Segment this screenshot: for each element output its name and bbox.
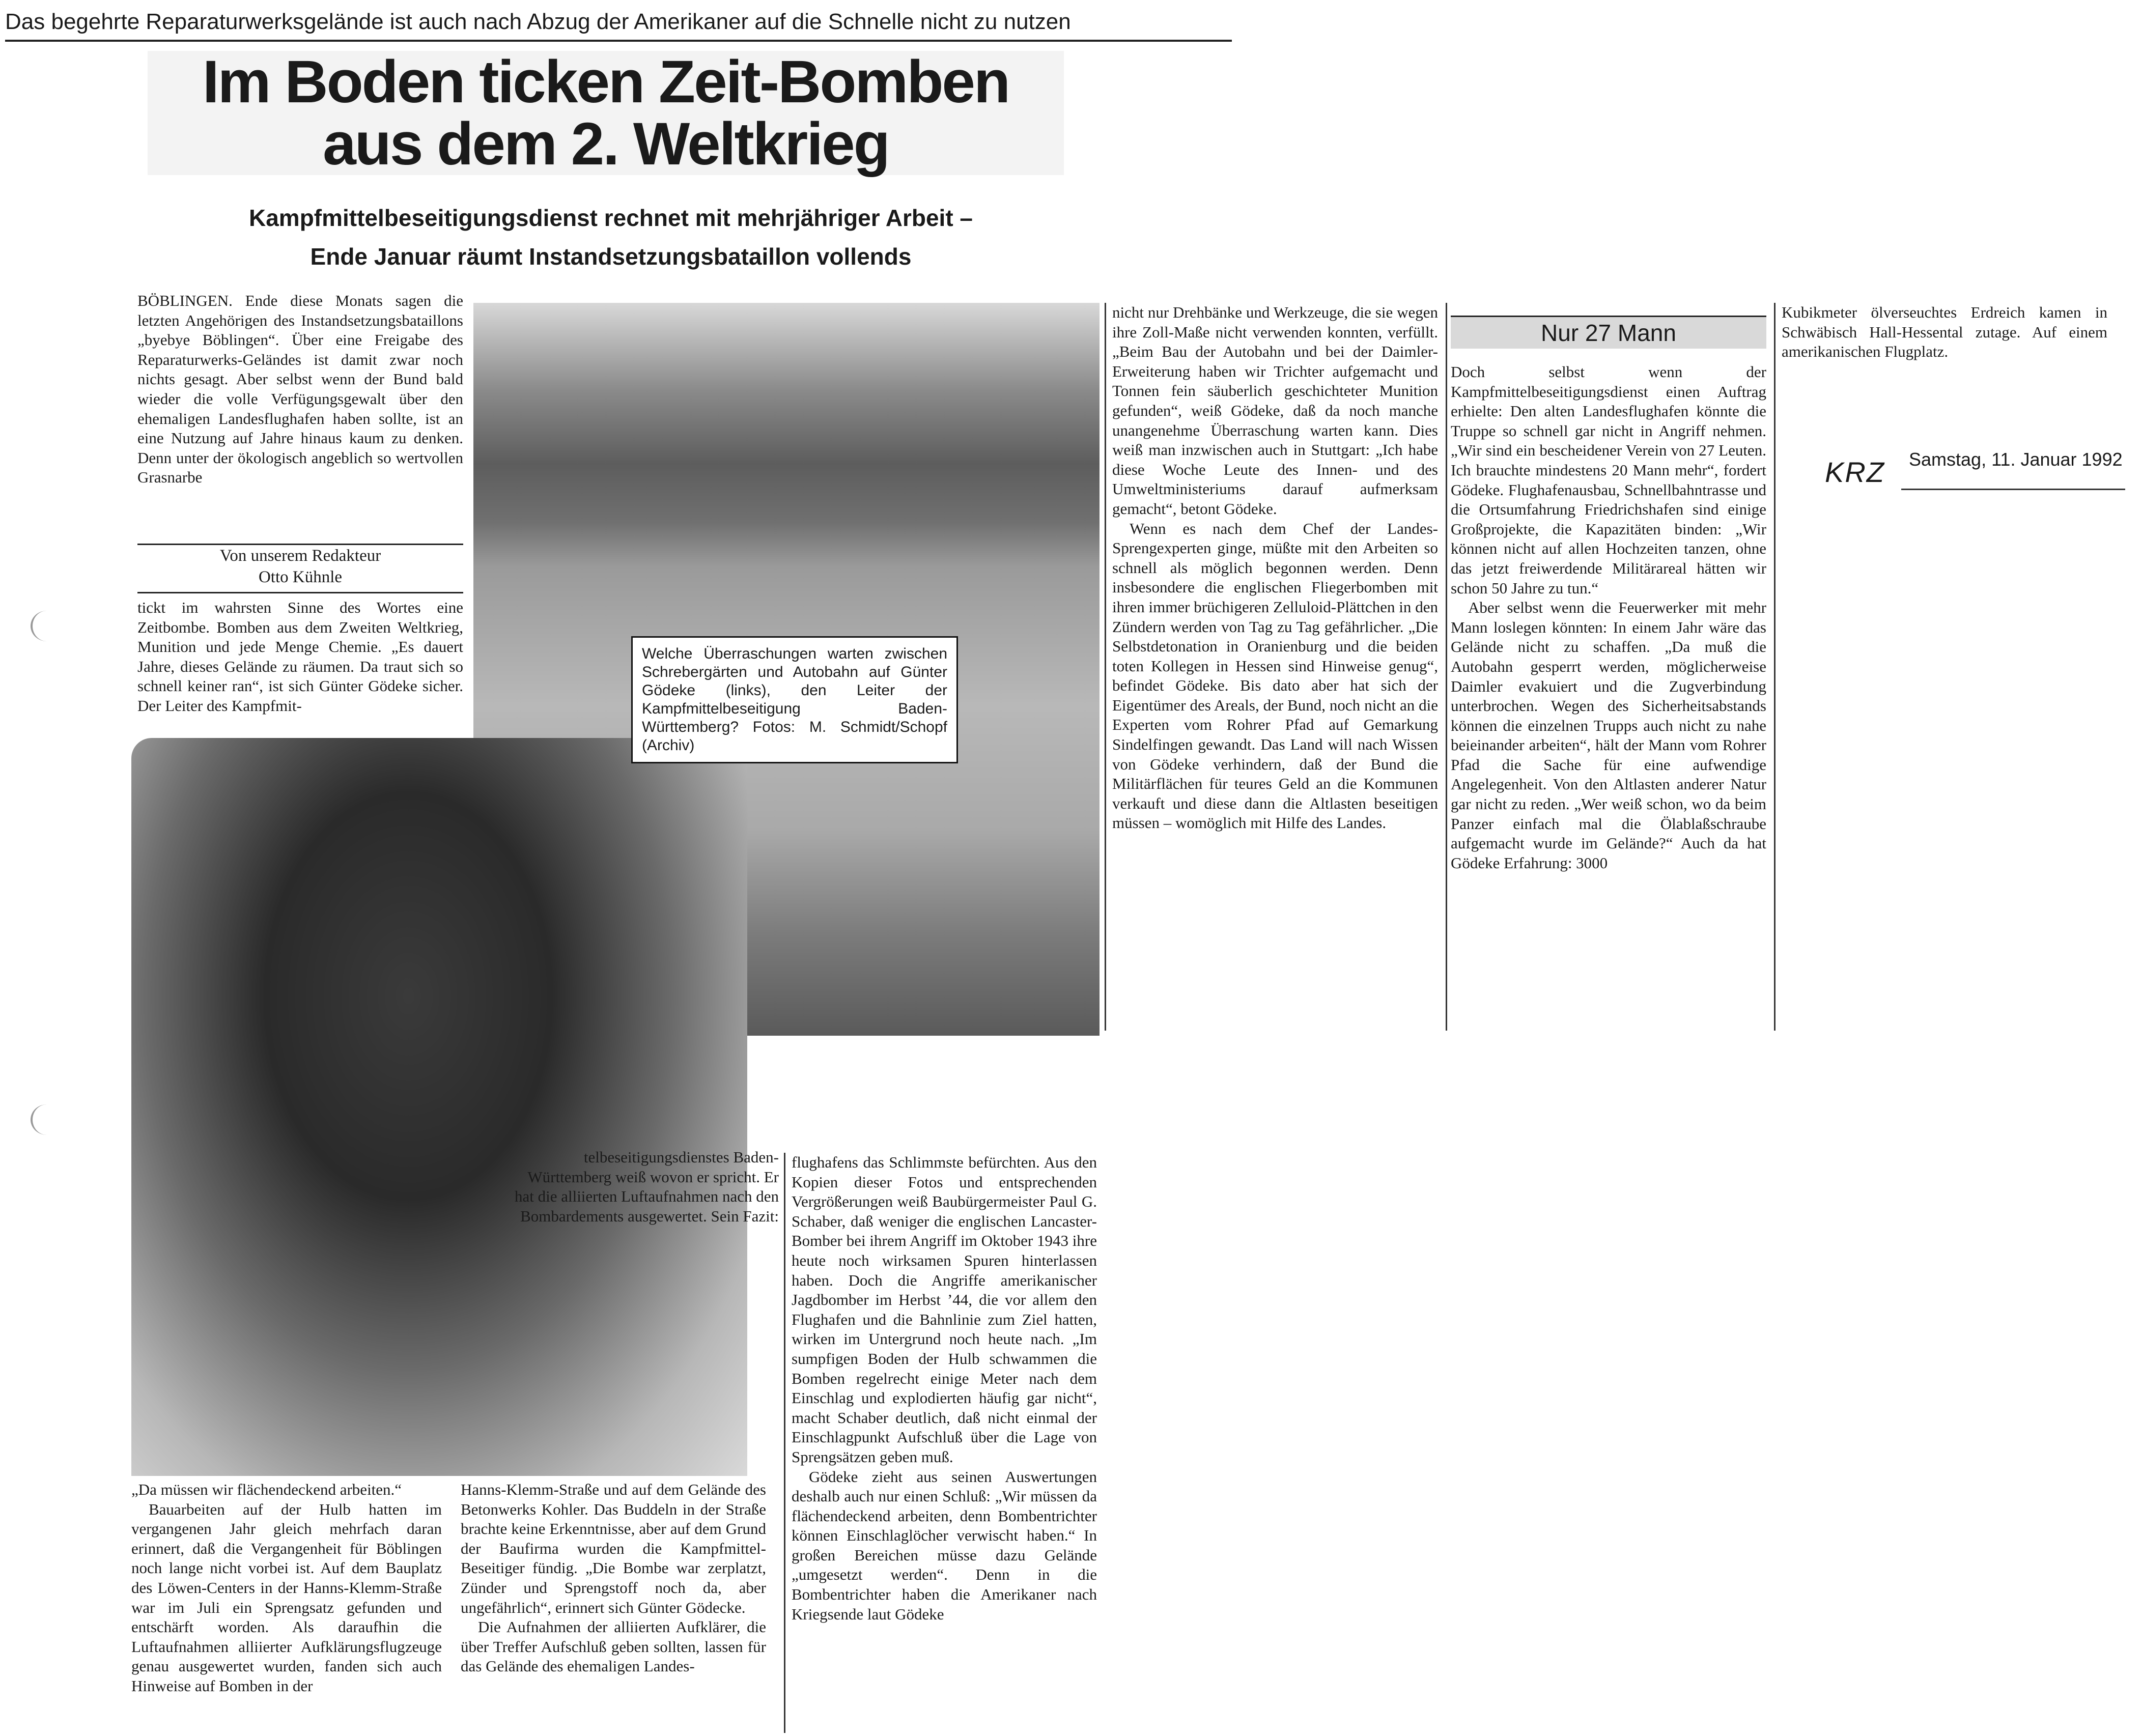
subheadline-line-1: Kampfmittelbeseitigungsdienst rechnet mit mehrjähriger Arbeit –	[248, 205, 973, 231]
column-photo-right	[514, 1148, 779, 1300]
column-rule	[1446, 303, 1447, 1031]
paragraph: tickt im wahrsten Sinne des Wortes eine Zeitbombe. Bomben aus dem Zweiten Weltkrieg, Munition und jede Menge Chemie. „Es dauert Jahre, dieses Gelände zu räumen. Da traut sich so schnell keiner ran“, ist sich Günter Gödeke sicher. Der Leiter des Kampfmit-	[137, 599, 463, 715]
punch-hole	[31, 611, 63, 641]
column-6-top	[1782, 303, 2107, 384]
subheadline-line-2: Ende Januar räumt Instandsetzungsbataillon vollends	[310, 243, 912, 270]
punch-hole	[31, 1104, 63, 1135]
paragraph: Die Aufnahmen der alliierten Aufklärer, die über Treffer Aufschluß geben sollten, lassen für das Gelände des ehemaligen Landes-	[461, 1618, 766, 1675]
byline	[137, 544, 463, 593]
paragraph: flughafens das Schlimmste befürchten. Aus den Kopien dieser Fotos und entsprechenden Vergrößerungen weiß Baubürgermeister Paul G. Schaber, daß weniger die englischen Lancaster-Bomber bei ihrem Angriff im Oktober 1943 ihre heute noch wirksamen Spuren hinterlassen haben. Doch die Angriffe amerikanischer Jagdbomber im Herbst ’44, die vor allem den Flughafen und die Bahnlinie zum Ziel hatten, wirken im Untergrund noch heute nach. „Im sumpfigen Boden der Hulb schwammen die Bomben regelrecht einige Meter nach dem Einschlag und explodierten häufig gar nicht“, macht Schaber deutlich, daß nicht einmal der Einschlagpunkt Aufschluß über die Lage von Sprengsätzen geben muß.	[792, 1153, 1097, 1466]
paragraph: telbeseitigungsdienstes Baden-Württemberg weiß wovon er spricht. Er hat die alliierten Luftaufnahmen nach den Bombardements ausgewertet. Sein Fazit:	[514, 1148, 779, 1225]
paragraph: „Da müssen wir flächendeckend arbeiten.“	[131, 1481, 402, 1498]
paragraph: nicht nur Drehbänke und Werkzeuge, die sie wegen ihre Zoll-Maße nicht verwenden konnten, verfüllt. „Beim Bau der Autobahn und bei der Daimler-Erweiterung haben wir Trichter aufgemacht und Tonnen fein säuberlich geschichteter Munition gefunden“, weiß Gödeke, daß da noch manche unangenehme Überraschung warten kann. Dies weiß man inzwischen auch in Stuttgart: „Ich habe diese Woche Leute des Innen- und des Umweltministeriums darauf aufmerksam gemacht“, betont Gödeke.	[1112, 303, 1438, 518]
column-2-bottom	[461, 1480, 766, 1734]
publication-date: Samstag, 11. Januar 1992	[1909, 449, 2123, 470]
column-rule	[784, 1153, 785, 1733]
paragraph: Wenn es nach dem Chef der Landes-Sprengexperten ginge, müßte mit den Arbeiten so schnell als möglich begonnen werden. Denn insbesondere die englischen Fliegerbomben mit ihren immer brüchigeren Zelluloid-Plättchen in den Zündern werden von Tag zu Tag gefährlicher. „Die Selbstdetonation in Oranienburg und die beiden toten Kollegen in Hessen sind Hinweise genug“, befindet Gödeke. Bis dato aber hat sich der Eigentümer des Areals, der Bund, noch nicht an die Experten vom Rohrer Pfad auf Gemarkung Sindelfingen gewandt. Das Land will nach Wissen von Gödeke verhindern, daß der Bund die Militärflächen für teures Geld an die Kommunen verkauft und diese dann die Altlasten beseitigen müssen – womöglich mit Hilfe des Landes.	[1112, 519, 1438, 832]
date-underline	[1901, 489, 2125, 490]
newspaper-source-mark: KRZ	[1825, 456, 1885, 488]
column-rule	[1774, 303, 1775, 1031]
paragraph: Kubikmeter ölverseuchtes Erdreich kamen in Schwäbisch Hall-Hessental zutage. Auf einem amerikanischen Flugplatz.	[1782, 303, 2107, 361]
kicker-line: Das begehrte Reparaturwerksgelände ist auch nach Abzug der Amerikaner auf die Schnelle nicht zu nutzen	[5, 9, 1232, 42]
byline-author: Otto Kühnle	[258, 568, 343, 586]
section-heading: Nur 27 Mann	[1451, 316, 1766, 349]
column-1-bottom	[131, 1480, 442, 1734]
column-1-middle	[137, 598, 463, 746]
headline	[148, 48, 1064, 178]
byline-role: Von unserem Redakteur	[219, 547, 381, 565]
column-4-top	[1112, 303, 1438, 1033]
paragraph: Doch selbst wenn der Kampfmittelbeseitigungsdienst einen Auftrag erhielte: Den alten Landesflughafen könnte die Truppe so schnell gar nicht in Angriff nehmen. „Wir sind ein bescheidener Verein von 27 Leuten. Ich brauchte mindestens 20 Mann mehr“, fordert Gödeke. Flughafenausbau, Schnellbahntrasse und die Ortsumfahrung Friedrichshafen sind einige Großprojekte, die Kapazitäten binden: „Wir können nicht auf allen Hochzeiten tanzen, ohne das jetzt freiwerdende Militärareal hätten wir schon 50 Jahre zu tun.“	[1451, 363, 1766, 597]
photo-caption: Welche Überraschungen warten zwischen Schrebergärten und Autobahn auf Günter Gödeke (links), den Leiter der Kampfmittelbeseitigung Baden-Württemberg? Fotos: M. Schmidt/Schopf (Archiv)	[631, 636, 958, 763]
paragraph: Gödeke zieht aus seinen Auswertungen deshalb auch nur einen Schluß: „Wir müssen da flächendeckend arbeiten, denn Bombentrichter können Einschlaglöcher verwischt haben.“ In großen Bereichen müsse dazu Gelände „umgesetzt werden“. Denn in die Bombentrichter haben die Amerikaner nach Kriegsende laut Gödeke	[792, 1467, 1097, 1623]
paragraph: Bauarbeiten auf der Hulb hatten im vergangenen Jahr gleich mehrfach daran erinnert, daß die Vergangenheit für Böblingen noch lange nicht vorbei ist. Auf dem Bauplatz des Löwen-Centers in der Hanns-Klemm-Straße war im Juli ein Sprengsatz gefunden und entschärft worden. Als daraufhin die Luftaufnahmen alliierter Aufklärungsflugzeuge genau ausgewertet wurden, fanden sich auch Hinweise auf Bomben in der	[131, 1500, 442, 1695]
portrait-photo	[131, 738, 747, 1476]
column-1-top	[137, 291, 463, 535]
headline-line-1: Im Boden ticken Zeit-Bomben	[202, 48, 1009, 116]
column-5-top	[1451, 362, 1766, 1034]
column-3-bottom	[792, 1153, 1097, 1734]
headline-line-2: aus dem 2. Weltkrieg	[323, 110, 889, 178]
paragraph: Hanns-Klemm-Straße und auf dem Gelände des Betonwerks Kohler. Das Buddeln in der Straße brachte keine Erkenntnisse, aber auf dem Grund der Baufirma wurden die Kampfmittel-Beseitiger fündig. „Die Bombe war zerplatzt, Zünder und Sprengstoff noch da, aber ungefährlich“, erinnert sich Günter Gödecke.	[461, 1481, 766, 1616]
column-rule	[1105, 303, 1106, 1031]
paragraph: Aber selbst wenn die Feuerwerker mit mehr Mann loslegen könnten: In einem Jahr wäre das Gelände nicht zu schaffen. „Da muß die Autobahn gesperrt werden, möglicherweise Daimler evakuiert und die Zugverbindung unterbrochen. Wegen des Sicherheitsabstands können die einzelnen Trupps auch nicht zu nahe beieinander arbeiten“, hält der Mann vom Rohrer Pfad die Sache für eine aufwendige Angelegenheit. Von den Altlasten anderer Natur gar nicht zu reden. „Wer weiß schon, wo da beim Panzer einfach mal die Ölablaßschraube aufgemacht wurde im Gelände?“ Auch da hat Gödeke Erfahrung: 3000	[1451, 599, 1766, 872]
paragraph: BÖBLINGEN. Ende diese Monats sagen die letzten Angehörigen des Instandsetzungsbataillons „byebye Böblingen“. Über eine Freigabe des Reparaturwerks-Geländes ist damit zwar noch nichts gesagt. Aber selbst wenn der Bund bald wieder die volle Verfügungsgewalt über den ehemaligen Landesflughafen haben sollte, ist an eine Nutzung auf Jahre hinaus kaum zu denken. Denn unter der ökologisch angeblich so wertvollen Grasnarbe	[137, 292, 463, 487]
subheadline	[193, 198, 1028, 276]
